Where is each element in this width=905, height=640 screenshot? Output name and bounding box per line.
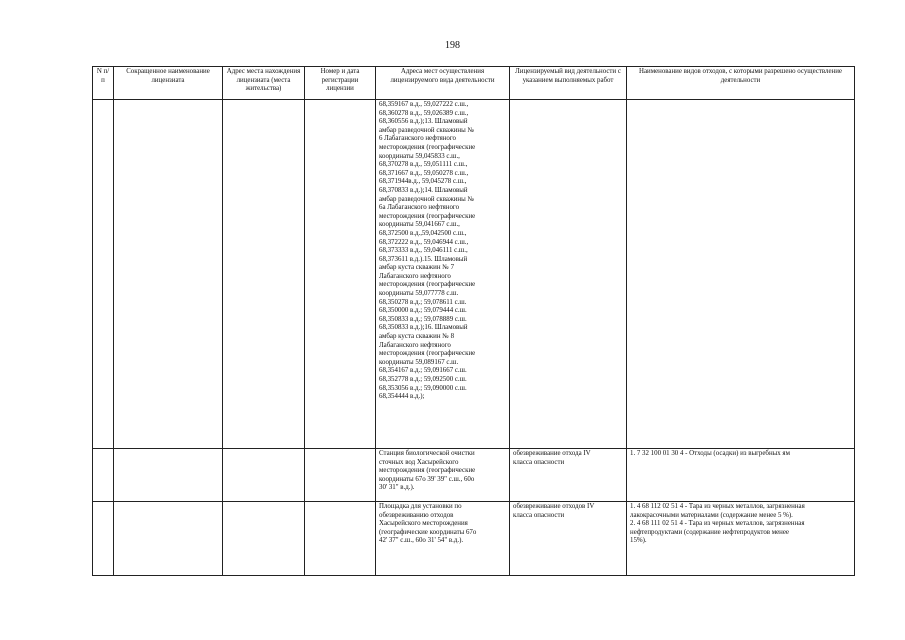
page-number: 198 [445,40,460,51]
header-licensee-address: Адрес места нахождения лицензиата (места жительства) [223,67,305,100]
waste-item: 1. 7 32 100 01 30 4 - Отходы (осадки) из выгребных ям [630,450,790,457]
table-row [93,502,855,576]
cell-licensee-address [223,449,305,502]
cell-licensee-address [223,100,305,449]
cell-activity-address: Площадка для установки по обезвреживанию отходов Хасырейского месторождения (географические координаты 67о 42' 37" с.ш., 60о 31' 54" в.д.). [376,502,510,576]
cell-license-number [305,449,376,502]
cell-waste-types [627,449,855,502]
cell-licensee-address [223,502,305,576]
waste-item: 1. 4 68 112 02 51 4 - Тара из черных металлов, загрязненная лакокрасочными материалами (содержание менее 5 %). [630,503,805,519]
cell-activity-address: 68,359167 в.д., 59,027222 с.ш., 68,360278 в.д., 59,026389 с.ш., 68,360556 в.д.);13. Шламовый амбар разведочной скважины № 6 Лабаганского нефтяного месторождения (географические координаты 59,045833 с.ш., 68,370278 в.д., 59,051111 с.ш., 68,371667 в.д., 59,050278 с.ш., 68,371944в.д., 59,045278 с.ш., 68,370833 в.д.);14. Шламовый амбар разведочной скважины № 6а Лабаганского нефтяного месторождения (географические координаты 59,041667 с.ш., 68,372500 в.д.,59,042500 с.ш., 68,372222 в.д., 59,046944 с.ш., 68,373333 в.д., 59,046111 с.ш., 68,373611 в.д.).15. Шламовый амбар куста скважин № 7 Лабаганского нефтяного месторождения (географические координаты 59,077778 с.ш. 68,350278 в.д.; 59,078611 с.ш. 68,350000 в.д.; 59,079444 с.ш. 68,350833 в.д.; 59,078889 с.ш. 68,350833 в.д.);16. Шламовый амбар куста скважин № 8 Лабаганского нефтяного месторождения (географические координаты 59,089167 с.ш. 68,354167 в.д.; 59,091667 с.ш. 68,352778 в.д.; 59,092500 с.ш. 68,353056 в.д.; 59,090000 с.ш. 68,354444 в.д.); [376,100,510,449]
cell-waste-types [627,502,855,576]
header-licensee-name: Сокращенное наименование лицензиата [114,67,223,100]
cell-licensed-activity: обезвреживание отходов IV класса опасности [510,502,627,576]
table-header-row [93,67,855,100]
waste-item: 2. 4 68 111 02 51 4 - Тара из черных металлов, загрязненная нефтепродуктами (содержание нефтепродуктов менее 15%). [630,520,805,545]
cell-licensee-name [114,502,223,576]
cell-licensed-activity [510,100,627,449]
header-number: N п/ п [93,67,114,100]
cell-licensee-name [114,449,223,502]
header-activity-addresses: Адреса мест осуществления лицензируемого вида деятельности [376,67,510,100]
cell-license-number [305,100,376,449]
table-row [93,449,855,502]
table-row [93,100,855,449]
cell-number [93,502,114,576]
header-license-number-date: Номер и дата регистрации лицензии [305,67,376,100]
cell-licensed-activity: обезвреживание отхода IV класса опасности [510,449,627,502]
header-licensed-activity: Лицензируемый вид деятельности с указанием выполняемых работ [510,67,627,100]
cell-licensee-name [114,100,223,449]
cell-license-number [305,502,376,576]
cell-activity-address: Станция биологической очистки сточных вод Хасырейского месторождения (географические координаты 67о 39' 39" с.ш., 60о 30' 31" в.д.). [376,449,510,502]
cell-number [93,100,114,449]
cell-waste-types [627,100,855,449]
license-table [92,66,855,576]
header-waste-types: Наименование видов отходов, с которыми разрешено осуществление деятельности [627,67,855,100]
cell-number [93,449,114,502]
